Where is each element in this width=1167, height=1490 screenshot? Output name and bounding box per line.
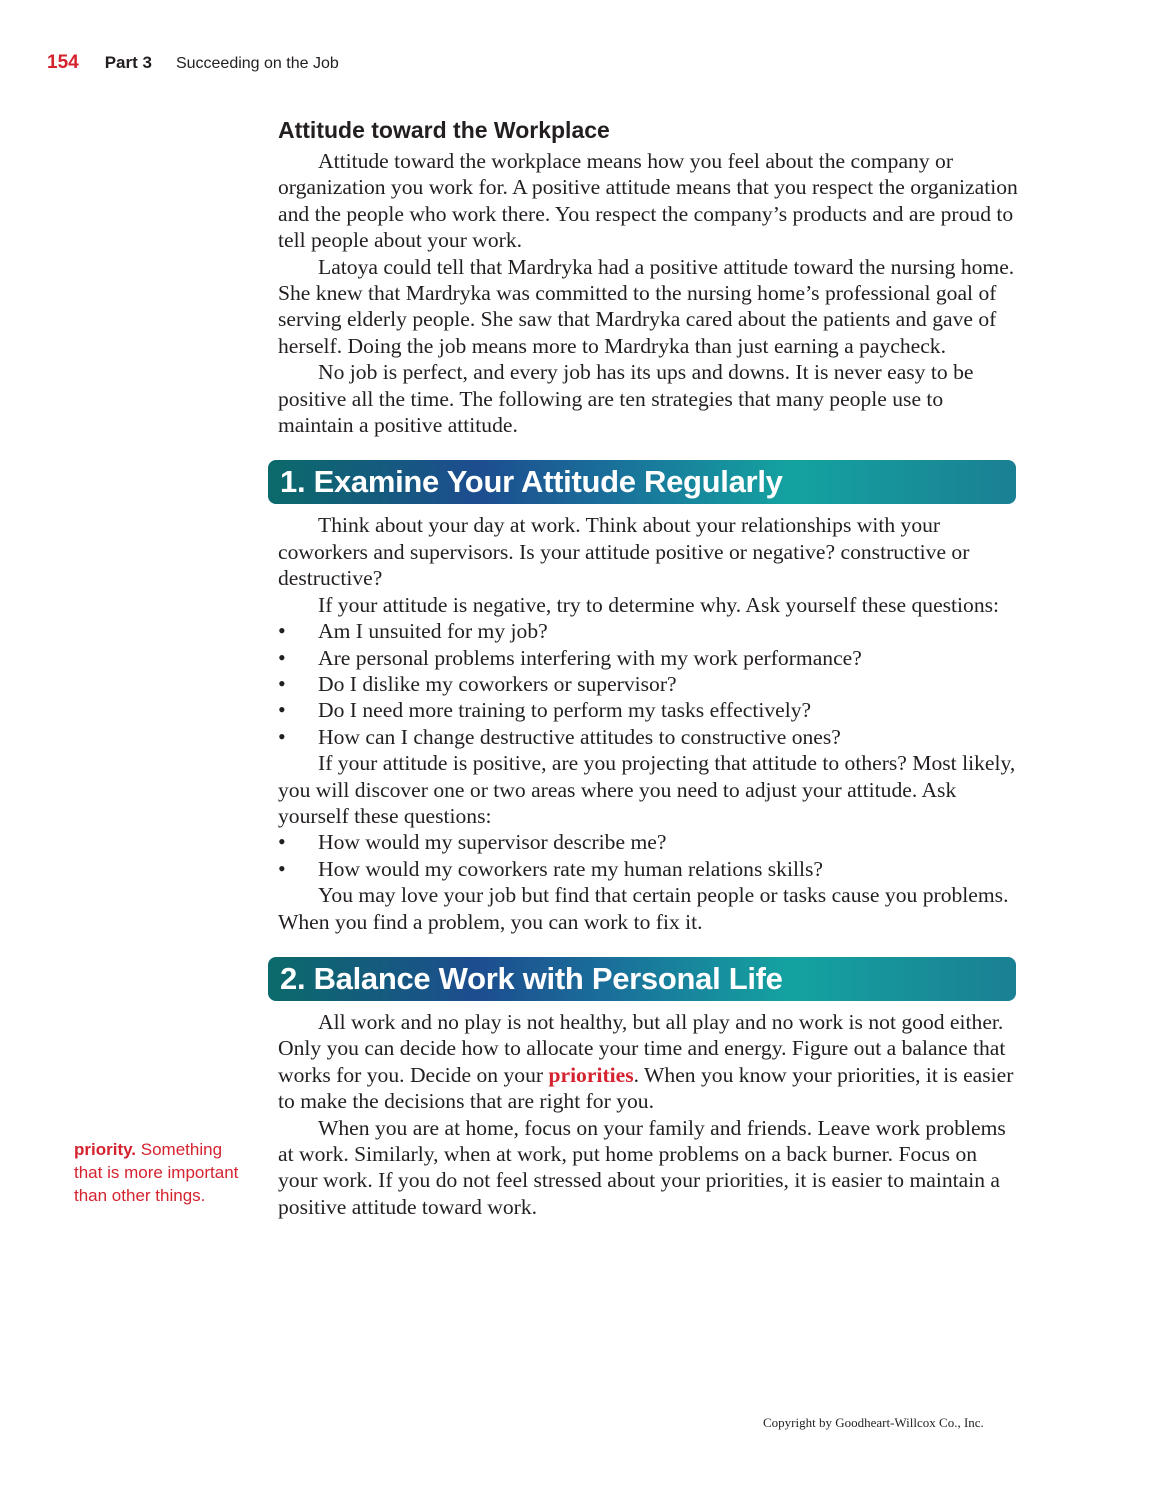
positive-attitude-questions	[278, 829, 1018, 882]
list-item: • Do I dislike my coworkers or supervisor?	[278, 671, 1018, 697]
section-1-paragraph-1: Think about your day at work. Think about your relationships with your coworkers and supervisors. Is your attitude positive or negative? constructive or destructive?	[278, 513, 970, 591]
list-item: • How would my coworkers rate my human relations skills?	[278, 856, 1018, 882]
section-2-heading-banner	[268, 957, 1016, 1001]
section-2-paragraph-1-end: . When you know your priorities, it is easier to make the decisions that are right for you.	[278, 1062, 1014, 1114]
running-head	[47, 52, 339, 74]
section-1-paragraph-3: If your attitude is positive, are you projecting that attitude to others? Most likely, you will discover one or two areas where you need to adjust your attitude. Ask yourself these questions:	[278, 751, 1016, 828]
list-item: • How can I change destructive attitudes to constructive ones?	[278, 724, 1018, 750]
page-number: 154	[47, 52, 79, 73]
part-label: Part 3	[104, 53, 152, 72]
section-2-paragraph-1	[278, 1009, 1018, 1115]
list-item: • Are personal problems interfering with my work performance?	[278, 645, 1018, 671]
list-item: • Am I unsuited for my job?	[278, 618, 1018, 644]
key-term-priorities: priorities	[548, 1062, 634, 1087]
copyright-footer: Copyright by Goodheart-Willcox Co., Inc.	[763, 1415, 984, 1430]
intro-paragraph-2: Latoya could tell that Mardryka had a positive attitude toward the nursing home. She knew that Mardryka was committed to the nursing home’s professional goal of serving elderly people. She saw that Mardryka cared about the patients and gave of herself. Doing the job means more to Mardryka than just earning a paycheck.	[278, 254, 1015, 358]
margin-glossary-note	[74, 1138, 254, 1207]
main-content	[278, 116, 1018, 1220]
list-item: • Do I need more training to perform my tasks effectively?	[278, 697, 1018, 723]
section-2-paragraph-2: When you are at home, focus on your family and friends. Leave work problems at work. Similarly, when at work, put home problems on a back burner. Focus on your work. If you do not feel stressed about your priorities, it is easier to maintain a positive attitude toward work.	[278, 1115, 1006, 1219]
glossary-term: priority.	[74, 1140, 137, 1159]
intro-paragraph-1: Attitude toward the workplace means how you feel about the company or organization you work for. A positive attitude means that you respect the organization and the people who work there. You respect the company’s products and are proud to tell people about your work.	[278, 149, 1018, 253]
section-1-heading-banner	[268, 460, 1016, 504]
negative-attitude-questions	[278, 618, 1018, 750]
intro-paragraph-3: No job is perfect, and every job has its ups and downs. It is never easy to be positive all the time. The following are ten strategies that many people use to maintain a positive attitude.	[278, 360, 974, 438]
chapter-running-title: Succeeding on the Job	[175, 55, 339, 72]
section-2-paragraph-1-start: All work and no play is not healthy, but all play and no work is not good either. Only you can decide how to allocate your time and energy. Figure out a balance that works for you. Decide on your	[278, 1009, 1006, 1087]
section-1-heading: 1. Examine Your Attitude Regularly	[280, 464, 783, 500]
section-2-heading: 2. Balance Work with Personal Life	[280, 960, 783, 996]
section-1-paragraph-2: If your attitude is negative, try to determine why. Ask yourself these questions:	[318, 592, 1000, 617]
subhead-attitude-workplace: Attitude toward the Workplace	[278, 117, 610, 143]
list-item: • How would my supervisor describe me?	[278, 829, 1018, 855]
section-1-paragraph-4: You may love your job but find that certain people or tasks cause you problems. When you find a problem, you can work to fix it.	[278, 883, 1009, 934]
glossary-definition: Something that is more important than other things.	[74, 1140, 239, 1205]
